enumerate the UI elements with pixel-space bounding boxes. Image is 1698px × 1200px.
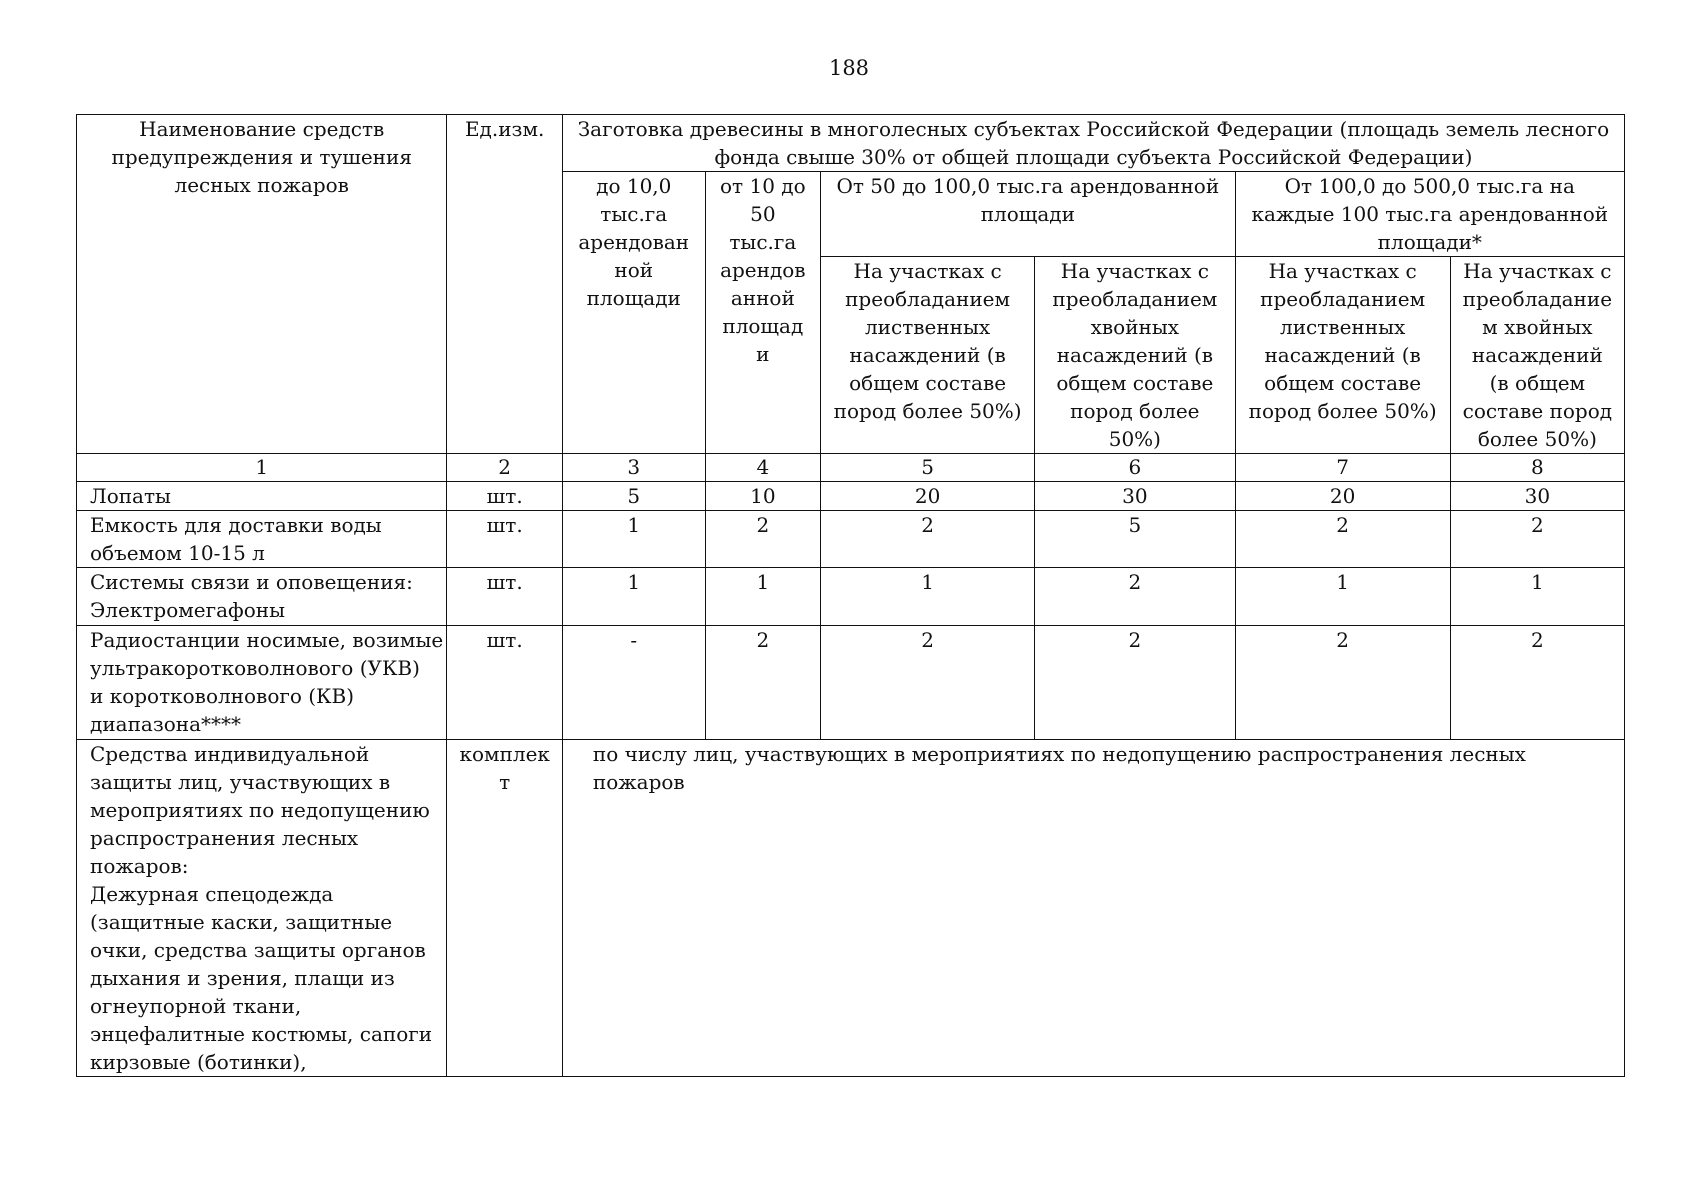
row-value: 2 <box>1450 626 1624 740</box>
row-value: - <box>562 626 705 740</box>
row-value: 2 <box>821 626 1035 740</box>
row-value: 1 <box>1235 568 1450 626</box>
column-number: 3 <box>562 454 705 482</box>
row-value: 1 <box>821 568 1035 626</box>
header-col-8: На участках с преобладание м хвойных насаждений (в общем составе пород более 50%) <box>1450 257 1624 454</box>
equipment-norms-table <box>76 114 1625 1077</box>
header-col-4: от 10 до 50 тыс.га арендов анной площад и <box>705 172 820 454</box>
row-unit: комплек т <box>447 740 562 1077</box>
row-value: 1 <box>1450 568 1624 626</box>
header-group-title: Заготовка древесины в многолесных субъектах Российской Федерации (площадь земель лесного фонда свыше 30% от общей площади субъекта Российской Федерации) <box>562 115 1624 172</box>
row-value: 2 <box>821 511 1035 568</box>
table-row <box>77 482 1625 511</box>
row-value: 2 <box>1035 568 1235 626</box>
header-unit-cell: Ед.изм. <box>447 115 562 454</box>
row-value: 20 <box>1235 482 1450 511</box>
row-name: Системы связи и оповещения: Электромегафоны <box>77 568 447 626</box>
header-col-3: до 10,0 тыс.га арендован ной площади <box>562 172 705 454</box>
row-name: Емкость для доставки воды объемом 10-15 л <box>77 511 447 568</box>
row-value: 20 <box>821 482 1035 511</box>
row-merged-value: по числу лиц, участвующих в мероприятиях по недопущению распространения лесных пожаров <box>562 740 1624 1077</box>
row-value: 5 <box>562 482 705 511</box>
column-number: 5 <box>821 454 1035 482</box>
row-value: 1 <box>562 511 705 568</box>
column-numbers-row <box>77 454 1625 482</box>
header-col-7: На участках с преобладанием лиственных насаждений (в общем составе пород более 50%) <box>1235 257 1450 454</box>
table-row <box>77 568 1625 626</box>
table-row <box>77 626 1625 740</box>
column-number: 6 <box>1035 454 1235 482</box>
row-value: 2 <box>1235 511 1450 568</box>
table-row <box>77 511 1625 568</box>
row-value: 10 <box>705 482 820 511</box>
row-unit: шт. <box>447 626 562 740</box>
row-value: 5 <box>1035 511 1235 568</box>
row-value: 2 <box>705 626 820 740</box>
column-number: 2 <box>447 454 562 482</box>
column-number: 4 <box>705 454 820 482</box>
row-name: Радиостанции носимые, возимые ультракоротковолнового (УКВ) и коротковолнового (КВ) диапазона**** <box>77 626 447 740</box>
row-value: 1 <box>562 568 705 626</box>
header-col-6: На участках с преобладанием хвойных насаждений (в общем составе пород более 50%) <box>1035 257 1235 454</box>
row-value: 30 <box>1450 482 1624 511</box>
row-value: 1 <box>705 568 820 626</box>
row-name: Средства индивидуальной защиты лиц, участвующих в мероприятиях по недопущению распространения лесных пожаров: Дежурная спецодежда (защитные каски, защитные очки, средства защиты органов дыхания и зрения, плащи из огнеупорной ткани, энцефалитные костюмы, сапоги кирзовые (ботинки), <box>77 740 447 1077</box>
page-number: 188 <box>828 56 870 80</box>
row-unit: шт. <box>447 482 562 511</box>
column-number: 8 <box>1450 454 1624 482</box>
row-name: Лопаты <box>77 482 447 511</box>
row-value: 2 <box>705 511 820 568</box>
header-group-100-500: От 100,0 до 500,0 тыс.га на каждые 100 тыс.га арендованной площади* <box>1235 172 1624 257</box>
row-value: 2 <box>1235 626 1450 740</box>
row-unit: шт. <box>447 511 562 568</box>
row-value: 2 <box>1450 511 1624 568</box>
header-group-50-100: От 50 до 100,0 тыс.га арендованной площади <box>821 172 1236 257</box>
column-number: 7 <box>1235 454 1450 482</box>
column-number: 1 <box>77 454 447 482</box>
header-name-cell: Наименование средств предупреждения и тушения лесных пожаров <box>77 115 447 454</box>
row-value: 30 <box>1035 482 1235 511</box>
table-row <box>77 740 1625 1077</box>
row-unit: шт. <box>447 568 562 626</box>
row-value: 2 <box>1035 626 1235 740</box>
header-row-1 <box>77 115 1625 172</box>
header-col-5: На участках с преобладанием лиственных насаждений (в общем составе пород более 50%) <box>821 257 1035 454</box>
